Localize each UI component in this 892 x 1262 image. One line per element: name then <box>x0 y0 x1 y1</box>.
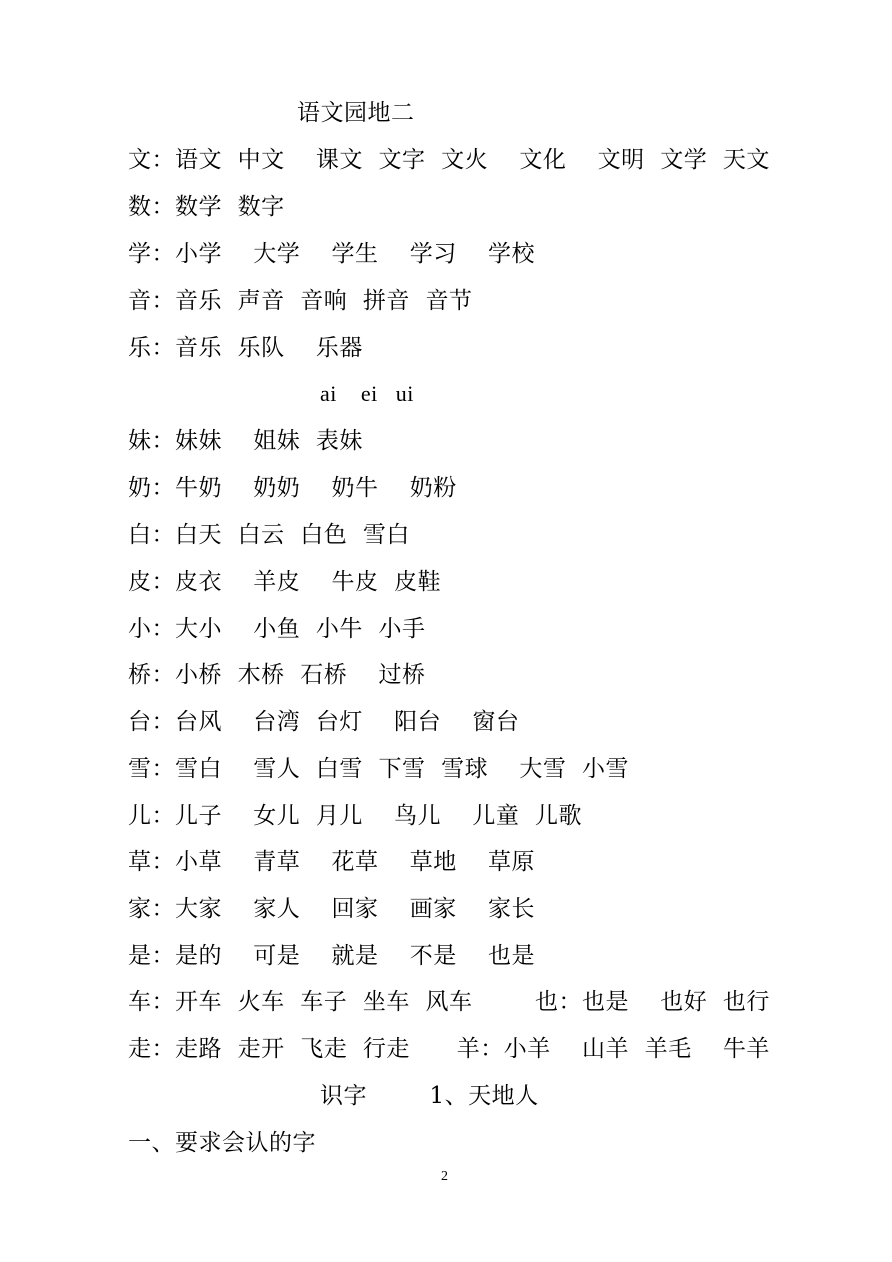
word-line: 家：大家 家人 回家 画家 家长 <box>128 896 535 922</box>
page-title: 语文园地二 <box>297 100 415 126</box>
word-line: 文：语文 中文 课文 文字 文火 文化 文明 文学 天文 <box>128 147 770 173</box>
word-line: 台：台风 台湾 台灯 阳台 窗台 <box>128 709 520 735</box>
word-line: 奶：牛奶 奶奶 奶牛 奶粉 <box>128 475 457 501</box>
word-line: 走：走路 走开 飞走 行走 羊：小羊 山羊 羊毛 牛羊 <box>128 1036 770 1062</box>
word-line: 雪：雪白 雪人 白雪 下雪 雪球 大雪 小雪 <box>128 756 629 782</box>
word-line: 是：是的 可是 就是 不是 也是 <box>128 943 535 969</box>
word-line: 草：小草 青草 花草 草地 草原 <box>128 849 535 875</box>
word-line: 儿：儿子 女儿 月儿 鸟儿 儿童 儿歌 <box>128 803 582 829</box>
page-number: 2 <box>441 1169 448 1184</box>
section-heading: 一、要求会认的字 <box>128 1130 316 1156</box>
lesson-title: 识字 1、天地人 <box>320 1083 539 1109</box>
word-line: 桥：小桥 木桥 石桥 过桥 <box>128 662 426 688</box>
pinyin-heading: ai ei ui <box>320 381 414 406</box>
word-line: 小：大小 小鱼 小牛 小手 <box>128 616 426 642</box>
word-line: 音：音乐 声音 音响 拼音 音节 <box>128 288 473 314</box>
word-line: 数：数学 数字 <box>128 194 285 220</box>
word-line: 妹：妹妹 姐妹 表妹 <box>128 428 363 454</box>
word-line: 学：小学 大学 学生 学习 学校 <box>128 241 535 267</box>
word-line: 白：白天 白云 白色 雪白 <box>128 522 410 548</box>
word-line: 乐：音乐 乐队 乐器 <box>128 335 363 361</box>
word-line: 皮：皮衣 羊皮 牛皮 皮鞋 <box>128 569 442 595</box>
word-line: 车：开车 火车 车子 坐车 风车 也：也是 也好 也行 <box>128 989 770 1015</box>
